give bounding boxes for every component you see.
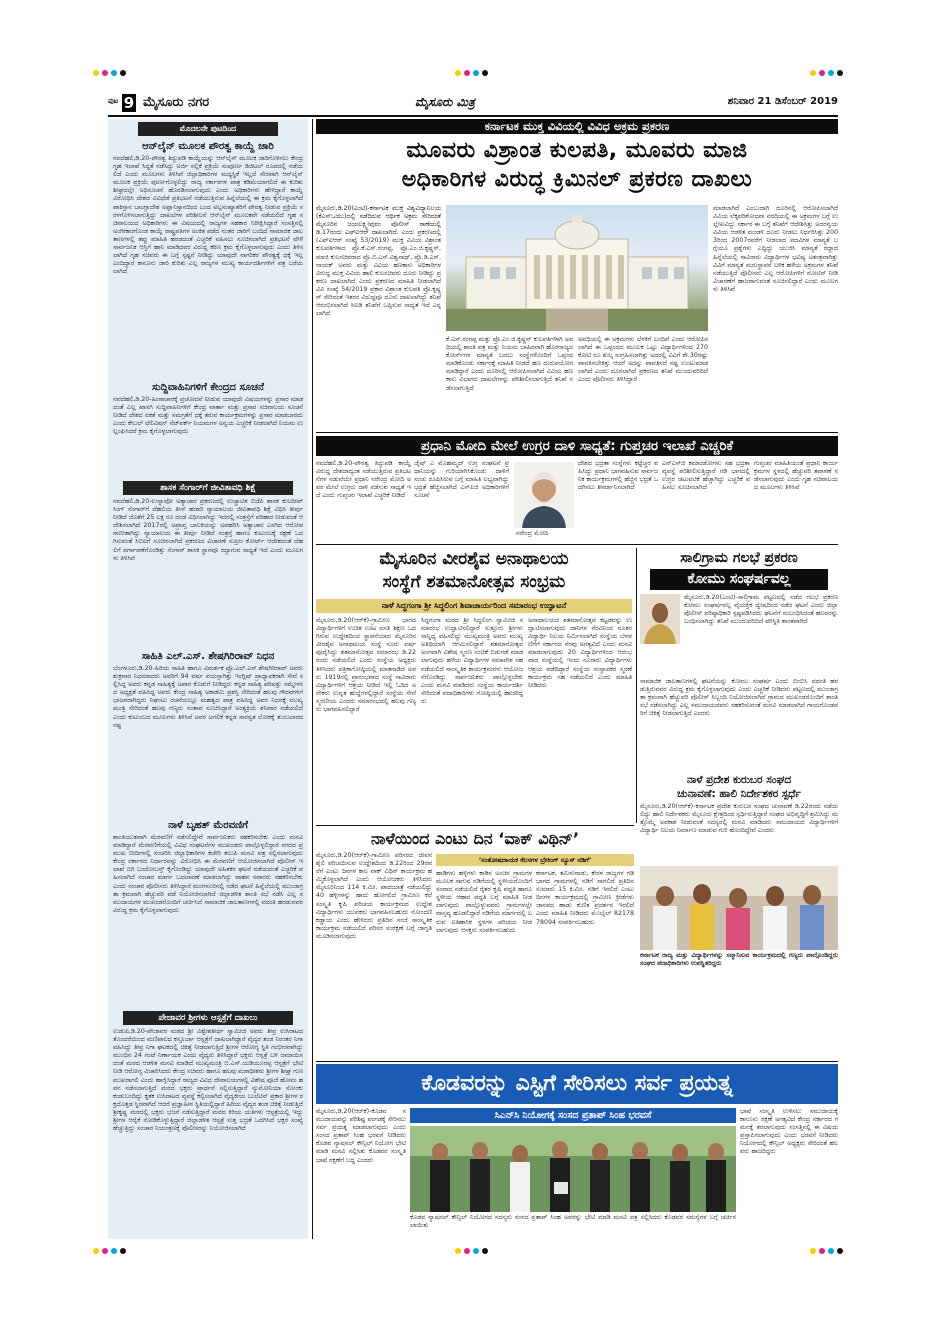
saligrama-body-2: ಸಾಮಾಜಿಕ ಜಾಲತಾಣಗಳಲ್ಲಿ ಘಟನೆಯನ್ನು ಕೋಮು ಸಂಘರ್ಷ ಎಂದು ಬಿಂಬಿಸಿ ವದಂತಿ ಹರಡುತ್ತಿರುವವರ ವಿರುದ್ಧ ಕ್ರಮ ಕೈಗೊಳ್ಳಲಾಗುವುದು ಎಂದು ಎಚ್ಚರಿಕೆ ನೀಡಿದರು ಪಟ್ಟಣದಲ್ಲಿ ಮುಂಜಾಗ್ರತಾ ಕ್ರಮವಾಗಿ ಹೆಚ್ಚುವರಿ ಪೊಲೀಸ್ ಸಿಬ್ಬಂದಿ ನಿಯೋಜಿಸಲಾಗಿದೆ ಗ್ರಾಮದ ಮುಖಂಡರೊಂದಿಗೆ ಶಾಂತಿ ಸಭೆ ನಡೆಸಲಾಗಿದ್ದು ಎಲ್ಲ ಸಮುದಾಯದವರು ಸಹಕರಿಸುವಂತೆ ಮನವಿ ಮಾಡಲಾಗಿದೆ ಗಾಯಗೊಂಡವರಿಗೆ ಚಿಕಿತ್ಸೆ ನೀಡಲಾಗುತ್ತಿದೆ ಎಂದರು: [640, 678, 838, 718]
column-divider-right: [636, 548, 637, 823]
kodava-story-col-1: ಮೈಸೂರು,ಡಿ.20(ಆರ್‌ಕೆ)-ಕೊಡವ ಸಮುದಾಯವನ್ನು ಪರಿಶಿಷ್ಟ ಪಂಗಡಕ್ಕೆ ಸೇರಿಸಲು ಸರ್ವ ಪ್ರಯತ್ನ ಮಾಡಲಾಗುವುದು ಎಂದು ಸಂಸದ ಪ್ರತಾಪ್ ಸಿಂಹ ಭರವಸೆ ನೀಡಿದರು ಕೊಡವ ನ್ಯಾಷನಲ್ ಕೌನ್ಸಿಲ್ ನಿಯೋಗ ಭೇಟಿ ಮಾಡಿ ಮನವಿ ಸಲ್ಲಿಸಿತು ಕೊಡವರ ಸಂಸ್ಕೃತಿ ಭಾಷೆ ರಕ್ಷಣೆಗೆ ಬದ್ಧ ಎಂದರು: [316, 1108, 406, 1164]
modi-story-headline: ಪ್ರಧಾನಿ ಮೋದಿ ಮೇಲೆ ಉಗ್ರರ ದಾಳಿ ಸಾಧ್ಯತೆ: ಗುಪ್ತಚರ ಇಲಾಖೆ ಎಚ್ಚರಿಕೆ: [316, 436, 838, 456]
walk-story-headline: ನಾಳೆಯಿಂದ ಎಂಟು ದಿನ ‘ವಾಕ್ ವಿಥಿನ್’: [370, 829, 580, 848]
modi-story-col-4: ಎನ್‌ಎಸ್‌ಜಿ ಕಮಾಂಡೋಗಳು ಸಹ ಭದ್ರತಾ ವ್ಯವಸ್ಥೆ ಪರಿಶೀಲಿಸುತ್ತಿದ್ದಾರೆ ಗಡಿ ಭಾಗದಲ್ಲಿ ಉಗ್ರರ ಚಟುವಟಿಕೆ ಹೆಚ್ಚಾಗಿದ್ದು ಎಚ್ಚರಿಕೆ ವಹಿಸಲು ಸೂಚಿಸಲಾಗಿದೆ: [662, 460, 750, 492]
saligrama-headline-1: ಸಾಲಿಗ್ರಾಮ ಗಲಭೆ ಪ್ರಕರಣ: [680, 550, 798, 566]
left-headline-news-channels: ಸುದ್ದಿವಾಹಿನಿಗಳಿಗೆ ಕೇಂದ್ರದ ಸೂಚನೆ: [152, 382, 264, 393]
section-rule-1: [316, 432, 838, 433]
kodava-delegation-photo: [410, 1126, 736, 1212]
masthead-rule: [108, 115, 838, 117]
left-headline-seshagirirao: ಸಾಹಿತಿ ಎಲ್.ಎಸ್. ಶೇಷಗಿರಿರಾವ್ ನಿಧನ: [141, 651, 275, 662]
issue-date: ಶನಿವಾರ 21 ಡಿಸೆಂಬರ್ 2019: [727, 96, 838, 107]
registration-dots-bottom-left: [93, 1248, 126, 1254]
left-body-4: ಬೆಂಗಳೂರು,ಡಿ.20-ಹಿರಿಯ ಸಾಹಿತಿ ಹಾಗೂ ವಿಮರ್ಶಕ ಪ್ರೊ.ಎಲ್.ಎಸ್.ಶೇಷಗಿರಿರಾವ್ ಅವರು ಶುಕ್ರವಾರ ನಿಧನರಾದರು ಅವರಿಗೆ 94 ವರ್ಷ ವಯಸ್ಸಾಗಿತ್ತು ಇಂಗ್ಲಿಷ್ ಪ್ರಾಧ್ಯಾಪಕರಾಗಿ ಸೇವೆ ಸಲ್ಲಿಸಿದ್ದ ಅವರು ಕನ್ನಡ ಸಾಹಿತ್ಯಕ್ಕೆ ಅಪಾರ ಕೊಡುಗೆ ನೀಡಿದ್ದರು ಕನ್ನಡ ಸಾಹಿತ್ಯ ಪರಿಷತ್ತು ಸಮ್ಮೇಳನದ ಅಧ್ಯಕ್ಷತೆ ವಹಿಸಿದ್ದ ಅವರು ಕೇಂದ್ರ ಸಾಹಿತ್ಯ ಅಕಾಡೆಮಿ ಪ್ರಶಸ್ತಿ ಸೇರಿದಂತೆ ಹಲವು ಗೌರವಗಳಿಗೆ ಭಾಜನರಾಗಿದ್ದರು ನಿಘಂಟು ರಚನೆಯಲ್ಲೂ ಮಹತ್ವದ ಪಾತ್ರ ವಹಿಸಿದ್ದ ಅವರ ನಿಧನಕ್ಕೆ ಮುಖ್ಯಮಂತ್ರಿ ಸೇರಿದಂತೆ ಹಲವು ಗಣ್ಯರು ಸಂತಾಪ ಸೂಚಿಸಿದ್ದಾರೆ ಅಂತ್ಯಕ್ರಿಯೆ ಶನಿವಾರ ನಡೆಯಲಿದೆ ಎಂದು ಕುಟುಂಬದ ಮೂಲಗಳು ತಿಳಿಸಿವೆ ಅವರ ಅಗಲಿಕೆ ಕನ್ನಡ ಸಾರಸ್ವತ ಲೋಕಕ್ಕೆ ತುಂಬಲಾರದ ನಷ್ಟ: [113, 665, 303, 729]
university-building-illustration: [446, 205, 708, 331]
main-story-dateline: ಮೈಸೂರು,ಡಿ.20(ಎಂಟಿ)-ಕರ್ನಾಟಕ ಮುಕ್ತ ವಿಶ್ವವಿದ್ಯಾನಿಲಯ (ಕೆಎಸ್‌ಒಯು)ದಲ್ಲಿ ನಡೆದಿರುವ ಆರ್ಥಿಕ ಅಕ್ರಮ ಸೇರಿದಂತೆ ಮೈಸೂರಿನ ಜಯಲಕ್ಷ್ಮೀಪುರಂ ಪೊಲೀಸ್ ಠಾಣೆಯಲ್ಲಿ ಡಿ.17ರಂದು ಎಫ್‌ಐಆರ್ ದಾಖಲಾಗಿದೆ.: [316, 205, 441, 237]
kuruba-group-photo: [640, 866, 838, 950]
walk-story-col-3: ಕರ್ನಾಟಕ, ತಮಿಳುನಾಡು, ಕೇರಳ ರಾಜ್ಯಗಳ ಗಡಿ ಭಾಗದ ಗ್ರಾಮಗಳಲ್ಲಿ ನಡಿಗೆ ಸಾಗಲಿದೆ ಪ್ರತಿದಿನ ಸುಮಾರು 15 ಕಿ.ಮೀ. ನಡಿಗೆ ಇರಲಿದೆ ಎಂಟು ದಿನಗಳ ಕಾರ್ಯಕ್ರಮದಲ್ಲಿ ಗ್ರಾಮೀಣ ಕ್ರೀಡೆಗಳು ಜಾನಪದ ಹಾಡು ಕುಣಿತ ಪ್ರದರ್ಶನ ಇರಲಿದೆ ಎಂದು ಮಾಹಿತಿ ನೀಡಿದರು ಮೊಬೈಲ್ 8217878094 ಸಂಪರ್ಕಿಸಬಹುದು: [536, 870, 634, 926]
left-headline-procession: ನಾಳೆ ಬೃಹತ್ ಮೆರವಣಿಗೆ: [168, 820, 248, 831]
section-rule-3: [316, 825, 634, 826]
left-headline-citizenship: ಆನ್‌ಲೈನ್ ಮೂಲಕ ಪೌರತ್ವ ಕಾಯ್ದೆ ಜಾರಿ: [142, 141, 274, 152]
main-story-column-4: ಮಾಡಲಾಗಿದೆ ಎಂಬುದಾಗಿ ದೂರಿನಲ್ಲಿ ಆರೋಪಿಸಲಾಗಿದೆ ವಿವಿಯ ಲೆಕ್ಕಪರಿಶೋಧನಾ ವರದಿಯಲ್ಲಿ ಈ ಅಕ್ರಮಗಳ ಬಗ್ಗೆ ಉಲ್ಲೇಖವಿದ್ದು ಸರ್ಕಾರ ಈ ಬಗ್ಗೆ ತನಿಖೆಗೆ ಆದೇಶಿಸಿತ್ತು ಅದರನ್ವಯ ವಿವಿಯ ಆಡಳಿತ ಮಂಡಳಿ ದೂರು ನೀಡಲು ನಿರ್ಧರಿಸಿತ್ತು 2003ರಿಂದ 2007ರವರೆಗೆ ನೀಡಲಾದ ಪದವಿಗಳ ಮಾನ್ಯತೆ ಬಗ್ಗೆಯೂ ಪ್ರಶ್ನೆಗಳು ಎದ್ದಿದ್ದು ಯುಜಿಸಿ ಮಾನ್ಯತೆ ರದ್ದಾದ ಹಿನ್ನೆಲೆಯಲ್ಲಿ ಸಾವಿರಾರು ವಿದ್ಯಾರ್ಥಿಗಳ ಭವಿಷ್ಯ ಅತಂತ್ರವಾಗಿತ್ತು ವಿವಿಗೆ ಮಾನ್ಯತೆ ಮರುಸ್ಥಾಪನೆ ಬಳಿಕ ಹಳೆಯ ಅಕ್ರಮಗಳ ತನಿಖೆ ನಡೆಯುತ್ತಿದೆ ಪೊಲೀಸರು ಎಲ್ಲ ಆರೋಪಿಗಳಿಗೆ ನೋಟಿಸ್ ನೀಡಿ ವಿಚಾರಣೆಗೆ ಹಾಜರಾಗುವಂತೆ ಸೂಚಿಸಲಿದ್ದಾರೆ ಎಂದು ಮೂಲಗಳು ತಿಳಿಸಿವೆ: [713, 205, 838, 293]
modi-story-col-5: ಗುಪ್ತಚರ ಮಾಹಿತಿಯಂತೆ ಪ್ರಧಾನಿ ಕಾರ್ಯಕ್ರಮಗಳ ಸ್ಥಳದಲ್ಲಿ ಹೆಚ್ಚುವರಿ ತಪಾಸಣೆ ನಡೆಸಲಾಗುವುದು ಎಂದು ಗೃಹ ಸಚಿವಾಲಯದ ಮೂಲಗಳು ತಿಳಿಸಿವೆ: [754, 460, 838, 492]
left-body-3: ನವದೆಹಲಿ,ಡಿ.20-ಉನ್ನಾವೋ ಅತ್ಯಾಚಾರ ಪ್ರಕರಣದಲ್ಲಿ ಉಚ್ಚಾಟಿತ ಬಿಜೆಪಿ ಶಾಸಕ ಕುಲದೀಪ್ ಸಿಂಗ್ ಸೆಂಗಾರ್‌ಗೆ ದೆಹಲಿಯ ತೀಸ್ ಹಜಾರಿ ನ್ಯಾಯಾಲಯ ಜೀವಿತಾವಧಿ ಶಿಕ್ಷೆ ವಿಧಿಸಿ ತೀರ್ಪು ನೀಡಿದೆ ಜೊತೆಗೆ 25 ಲಕ್ಷ ರೂ ದಂಡ ವಿಧಿಸಲಾಗಿದ್ದು ಇದರಲ್ಲಿ ಸಂತ್ರಸ್ತೆಗೆ ಪರಿಹಾರ ನೀಡುವಂತೆ ಆದೇಶಿಸಲಾಗಿದೆ 2017ರಲ್ಲಿ ಅಪ್ರಾಪ್ತ ಬಾಲಕಿಯನ್ನು ಅಪಹರಿಸಿ ಅತ್ಯಾಚಾರ ಎಸಗಿದ ಆರೋಪ ಸಾಬೀತಾಗಿದ್ದು ನ್ಯಾಯಾಲಯ ಈ ತೀರ್ಪು ನೀಡಿದೆ ಸಂತ್ರಸ್ತೆ ಹಾಗೂ ಕುಟುಂಬಕ್ಕೆ ರಕ್ಷಣೆ ಒದಗಿಸುವಂತೆ ಸಿಬಿಐಗೆ ಸೂಚಿಸಲಾಗಿದೆ ಪ್ರಕರಣದ ವಿಚಾರಣೆ ಸುಪ್ರೀಂ ಕೋರ್ಟ್ ಆದೇಶದಂತೆ ದೆಹಲಿಗೆ ವರ್ಗಾವಣೆಗೊಂಡಿತ್ತು ಸೆಂಗಾರ್ ಶಾಸಕ ಸ್ಥಾನವೂ ರದ್ದಾಗುವ ಸಾಧ್ಯತೆ ಇದೆ ಎಂದು ಮೂಲಗಳು ತಿಳಿಸಿವೆ: [113, 498, 303, 562]
kuruba-body: ಮೈಸೂರು,ಡಿ.20(ಆರ್‌ಕೆ)-ಕರ್ನಾಟಕ ಪ್ರದೇಶ ಕುರುಬರ ಸಂಘದ ಚುನಾವಣೆ ಡಿ.22ರಂದು ನಡೆಯಲಿದ್ದು ಹಾಲಿ ನಿರ್ದೇಶಕರು ಮೈಸೂರು ಕ್ಷೇತ್ರದಿಂದ ಸ್ಪರ್ಧಿಸುತ್ತಿದ್ದಾರೆ ಸಂಘದ ಅಭಿವೃದ್ಧಿಗೆ ಶ್ರಮಿಸಿದ್ದು ಮತ್ತೊಮ್ಮೆ ಅವಕಾಶ ನೀಡುವಂತೆ ಸದಸ್ಯರಲ್ಲಿ ಮನವಿ ಮಾಡಿದರು ಸಮುದಾಯದ ವಿದ್ಯಾರ್ಥಿಗಳಿಗೆ ವಿದ್ಯಾರ್ಥಿ ನಿಲಯ ನಿರ್ಮಾಣ ಮಾಡುವ ಗುರಿ ಹೊಂದಿದ್ದೇವೆ ಎಂದರು: [640, 803, 838, 835]
left-body-6: ಉಡುಪಿ,ಡಿ.20-ಪೇಜಾವರ ಮಠದ ಶ್ರೀ ವಿಶ್ವೇಶತೀರ್ಥ ಸ್ವಾಮೀಜಿ ಅವರು ತೀವ್ರ ಉಸಿರಾಟದ ತೊಂದರೆಯಿಂದ ಮಣಿಪಾಲದ ಕಸ್ತೂರ್ಬಾ ಆಸ್ಪತ್ರೆಗೆ ದಾಖಲಾಗಿದ್ದಾರೆ ವೈದ್ಯರ ತಂಡ ನಿರಂತರ ನಿಗಾ ವಹಿಸಿದ್ದು ತೀವ್ರ ನಿಗಾ ಘಟಕದಲ್ಲಿ ಚಿಕಿತ್ಸೆ ನೀಡಲಾಗುತ್ತಿದೆ ಶ್ರೀಗಳ ಆರೋಗ್ಯ ಸ್ಥಿತಿ ಗಂಭೀರವಾಗಿದ್ದು ಮುಂದಿನ 24 ಗಂಟೆ ನಿರ್ಣಾಯಕ ಎಂದು ವೈದ್ಯರು ತಿಳಿಸಿದ್ದಾರೆ ಭಕ್ತರು ಆಸ್ಪತ್ರೆ ಬಳಿ ಜಮಾಯಿಸದಂತೆ ಮಠದ ಆಡಳಿತ ಮನವಿ ಮಾಡಿದೆ ಮುಖ್ಯಮಂತ್ರಿ ಬಿ.ಎಸ್.ಯಡಿಯೂರಪ್ಪ ಆಸ್ಪತ್ರೆಗೆ ಭೇಟಿ ನೀಡಿ ಆರೋಗ್ಯ ವಿಚಾರಿಸಿದರು ಕೇಂದ್ರ ಸಚಿವರು ಹಾಗೂ ಹಲವು ಮಠಾಧೀಶರು ಶ್ರೀಗಳ ಶೀಘ್ರ ಗುಣಮುಖರಾಗಲಿ ಎಂದು ಹಾರೈಸಿದ್ದಾರೆ ರಾಜ್ಯದ ವಿವಿಧ ದೇವಾಲಯಗಳಲ್ಲಿ ವಿಶೇಷ ಪೂಜೆ ಹೋಮ ಹವನ ನಡೆಸಲಾಗುತ್ತಿದೆ ಮಠದ ಭಕ್ತರು ಪ್ರಾರ್ಥನೆ ಸಲ್ಲಿಸುತ್ತಿದ್ದಾರೆ ನ್ಯುಮೋನಿಯಾ ಸೋಂಕು ಕಂಡುಬಂದಿದ್ದು ಕೃತಕ ಉಸಿರಾಟದ ವ್ಯವಸ್ಥೆ ಕಲ್ಪಿಸಲಾಗಿದೆ ವೈದ್ಯಕೀಯ ಬುಲೆಟಿನ್ ಪ್ರಕಾರ ಶ್ರೀಗಳ ರಕ್ತದೊತ್ತಡ ಸ್ಥಿರವಾಗಿದೆ ಆದರೆ ಪ್ರಜ್ಞಾಹೀನ ಸ್ಥಿತಿಯಲ್ಲಿದ್ದಾರೆ ಹಿರಿಯ ವೈದ್ಯರ ತಂಡ ಚಿಕಿತ್ಸೆ ನೀಡುತ್ತಿದೆ ಶ್ರೀಕೃಷ್ಣ ಮಠದಲ್ಲಿ ಭಕ್ತರು ಭಜನೆ ನಡೆಸುತ್ತಿದ್ದಾರೆ ಮಠದ ಕಿರಿಯ ಯತಿಗಳು ಆಸ್ಪತ್ರೆಯಲ್ಲಿ ಇದ್ದು ಶ್ರೀಗಳ ಆರೈಕೆ ನೋಡಿಕೊಳ್ಳುತ್ತಿದ್ದಾರೆ ಜಿಲ್ಲಾಡಳಿತ ಆಸ್ಪತ್ರೆ ಸುತ್ತ ಭದ್ರತೆ ಒದಗಿಸಿದೆ ಭಕ್ತರ ಸಂಖ್ಯೆ ಹೆಚ್ಚುತ್ತಿದ್ದು ಸಂಚಾರ ನಿಯಂತ್ರಣಕ್ಕೆ ಪೊಲೀಸರನ್ನು ನಿಯೋಜಿಸಲಾಗಿದೆ: [113, 1028, 303, 1133]
saligrama-body-1: ಮೈಸೂರು,ಡಿ.20(ಎಂಟಿ)-ಸಾಲಿಗ್ರಾಮ ಪಟ್ಟಣದಲ್ಲಿ ನಡೆದ ಗಲಭೆ ಪ್ರಕರಣ ಕೋಮು ಸಂಘರ್ಷವಲ್ಲ ವೈಯಕ್ತಿಕ ದ್ವೇಷದಿಂದ ನಡೆದ ಘಟನೆ ಎಂದು ಜಿಲ್ಲಾ ಪೊಲೀಸ್ ವರಿಷ್ಠಾಧಿಕಾರಿ ಸ್ಪಷ್ಟಪಡಿಸಿದರು ಘಟನೆಗೆ ಸಂಬಂಧಿಸಿದಂತೆ ಹಲವರನ್ನು ಬಂಧಿಸಲಾಗಿದ್ದು ತನಿಖೆ ಮುಂದುವರಿದಿದೆ ಪರಿಸ್ಥಿತಿ ಶಾಂತವಾಗಿದೆ: [684, 594, 838, 626]
mutt-story-strap: ನಾಳೆ ಸಿದ್ಧಗಂಗಾ ಶ್ರೀ ಸಿದ್ಧಲಿಂಗ ಶಿವಾಚಾರ್ಯರಿಂದ ಸಮಾರಂಭ ಉದ್ಘಾಟನೆ: [316, 599, 632, 613]
kuruba-headline-1: ನಾಳೆ ಪ್ರದೇಶ ಕುರುಬರ ಸಂಘದ: [686, 774, 792, 786]
left-headline-sengar: ಶಾಸಕ ಸೆಂಗಾರ್‌ಗೆ ಜೀವಿತಾವಧಿ ಶಿಕ್ಷೆ: [123, 481, 293, 495]
kodava-photo-caption: ಕೊಡವ ನ್ಯಾಷನಲ್ ಕೌನ್ಸಿಲ್ ನಿಯೋಗದ ಸದಸ್ಯರು ಸಂಸದ ಪ್ರತಾಪ್ ಸಿಂಹ ಅವರನ್ನು ಭೇಟಿ ಮಾಡಿ ಮನವಿ ಪತ್ರ ಸಲ್ಲಿಸಿದರು ಕೊಡವರ ಸಮಸ್ಯೆಗಳ ಬಗ್ಗೆ ಚರ್ಚಿಸಲಾಯಿತು: [410, 1214, 736, 1230]
kodava-story-subhead: ಸಿಎನ್‌ಸಿ ನಿಯೋಗಕ್ಕೆ ಸಂಸದ ಪ್ರತಾಪ್ ಸಿಂಹ ಭರವಸೆ: [410, 1108, 736, 1123]
modi-story-col-2: ಜೈಷ್ ಎ ಮೊಹಮ್ಮದ್ ಉಗ್ರ ಸಂಘಟನೆ ಪ್ರಧಾನಿಯನ್ನು ಗುರಿಯಾಗಿಸಿಕೊಂಡು ದಾಳಿಗೆ ಸಂಚು ರೂಪಿಸಿರುವ ಬಗ್ಗೆ ಮಾಹಿತಿ ಲಭ್ಯವಾಗಿದ್ದು ಭದ್ರತೆ ಹೆಚ್ಚಿಸಲಾಗಿದೆ ಎಸ್‌ಪಿಜಿ ಅಧಿಕಾರಿಗಳಿಗೆ ಸೂಚನೆ: [414, 460, 509, 500]
kuruba-headline-2: ಚುನಾವಣೆ: ಹಾಲಿ ನಿರ್ದೇಶಕರ ಸ್ಪರ್ಧೆ: [677, 788, 801, 800]
walk-story-tag: ‘ಸಂತೋಷದಾಯಕ ಕೆಲಸಗಳ ಬ್ರೇಕಿಂಗ್ ನ್ಯೂಸ್ ನಡಿಗೆ’: [436, 854, 634, 866]
mutt-story-headline-1: ಮೈಸೂರಿನ ವೀರಶೈವ ಅನಾಥಾಲಯ: [379, 549, 569, 569]
main-story-column-3: ಅವಧಿಯಲ್ಲಿ ಈ ಅಕ್ರಮಗಳು ಬೆಳಕಿಗೆ ಬಂದಿವೆ ಎಂದು ಆರೋಪಿಸಲಾಗಿದೆ ಈ ಒಪ್ಪಂದದ ಮೂಲಕ ಒಟ್ಟು ವಿದ್ಯಾರ್ಥಿಗಳಿಂದ 270 ಕೋಟಿ ರೂ ಶುಲ್ಕ ಸಂಗ್ರಹಿಸಲಾಗಿತ್ತು ಅದರಲ್ಲಿ ವಿವಿಗೆ ಶೇ.30ರಷ್ಟು ಪಾವತಿಸಬೇಕಿತ್ತು ಆದರೆ ಅದನ್ನು ಪಾವತಿಸದೆ ನಷ್ಟ ಉಂಟುಮಾಡಲಾಗಿದೆ ಎಂದು ದೂರಲಾಗಿದೆ ಪ್ರಕರಣದ ತನಿಖೆ ಮುಂದುವರಿದಿದೆ ಎಂದು ಪೊಲೀಸರು ತಿಳಿಸಿದ್ದಾರೆ: [578, 336, 708, 384]
section-title: ಮೈಸೂರು ನಗರ: [143, 95, 210, 110]
main-story-column-1: [316, 205, 441, 429]
modi-story-col-3: ದೇಶದ ಭದ್ರತಾ ಸಂಸ್ಥೆಗಳು ಕಟ್ಟೆಚ್ಚರ ವಹಿಸಿದ್ದು ಪ್ರಧಾನಿ ಭಾಗವಹಿಸುವ ಸಾರ್ವಜನಿಕ ಕಾರ್ಯಕ್ರಮಗಳಲ್ಲಿ ಹೆಚ್ಚಿನ ಭದ್ರತೆ ಒದಗಿಸಲು ತೀರ್ಮಾನಿಸಲಾಗಿದೆ: [578, 460, 658, 492]
left-column-briefs: [108, 119, 308, 1239]
continued-label: ಮೊದಲನೇ ಪುಟದಿಂದ: [138, 122, 278, 136]
registration-dots-top-left: [93, 70, 126, 76]
registration-dots-top-center: [455, 70, 488, 76]
modi-portrait-photo: [514, 462, 574, 528]
page-label: ಪುಟ: [108, 97, 119, 105]
mutt-story-headline-2: ಸಂಸ್ಥೆಗೆ ಶತಮಾನೋತ್ಸವ ಸಂಭ್ರಮ: [382, 572, 566, 592]
main-story-column-2: ಕೆ.ಎಸ್.ರಂಗಪ್ಪ ಮತ್ತು ಪ್ರೊ.ಎಂ.ಜಿ.ಕೃಷ್ಣನ್ ಕುಲಪತಿಗಳಾಗಿ ಅವಧಿಯಲ್ಲಿ ಶಾಂತಿ ಪತ್ರ ಮತ್ತು ನಿಯಮ ಬಾಹಿರವಾಗಿ ಹೊರರಾಜ್ಯದ ಕೋರ್ಸ್‌ಗಳ ಮಾನ್ಯತೆ ಬದಲು ಸಂಸ್ಥೆಗಳೊಂದಿಗೆ ಒಪ್ಪಂದ ಮಾಡಿಕೊಂಡು ಸರ್ಕಾರಕ್ಕೆ ಮಾಹಿತಿ ನೀಡದೆ ಹಣ ದುರುಪಯೋಗ ಮಾಡಿದ್ದಾರೆ ಎಂದು ದೂರಿನಲ್ಲಿ ಆರೋಪಿಸಲಾಗಿದೆ ವಿವಿಯ ಹಣಕಾಸು ವಿಭಾಗದ ದಾಖಲೆಗಳನ್ನು ಪರಿಶೀಲಿಸಲಾಗುತ್ತಿದೆ ತನಿಖೆ ನಡೆಸಲಾಗುತ್ತಿದೆ: [446, 336, 573, 392]
left-headline-pejawar: ಪೇಜಾವರ ಶ್ರೀಗಳು ಆಸ್ಪತ್ರೆಗೆ ದಾಖಲು: [123, 1011, 293, 1025]
page-number: 9: [123, 94, 135, 112]
speaker-illustration: [640, 594, 680, 644]
registration-dots-bottom-right: [810, 1248, 843, 1254]
delegation-photo-illustration: [410, 1126, 736, 1212]
walk-story-col-2: ಹಾಡಿಗಳು ಹಳ್ಳಿಗಳು ಕಾಡಿನ ಅಂಚಿನ ಗ್ರಾಮಗಳ ಮೂಲಕ ಸಾಗುವ ನಡಿಗೆಯಲ್ಲಿ ಸ್ಥಳೀಯರೊಂದಿಗೆ ಸಂವಾದ ನಡೆಯಲಿದೆ ರೈತರ ಕೃಷಿ ಪದ್ಧತಿ ಹಾಗೂ ಸ್ಥಳೀಯ ಆಹಾರ ಪದ್ಧತಿ ಬಗ್ಗೆ ಮಾಹಿತಿ ನೀಡಲಾಗುವುದು ಪಾಲ್ಗೊಳ್ಳುವವರು ಗ್ರಾಮಗಳಲ್ಲೇ ವಾಸ್ತವ್ಯ ಹೂಡಲಿದ್ದಾರೆ ನಡಿಗೆಯ ಮಾರ್ಗದಲ್ಲಿ ಬರುವ ಐತಿಹಾಸಿಕ ಸ್ಥಳಗಳ ಪರಿಚಯ ನೀಡಲಾಗುವುದು ಆಸಕ್ತರು ಸಂಪರ್ಕಿಸಬಹುದು: [436, 870, 532, 934]
main-story-headline-2: ಅಧಿಕಾರಿಗಳ ವಿರುದ್ಧ ಕ್ರಿಮಿನಲ್ ಪ್ರಕರಣ ದಾಖಲು: [401, 167, 753, 192]
saligrama-headline-2: ಕೋಮು ಸಂಘರ್ಷವಲ್ಲ: [650, 569, 828, 590]
kodava-story-headline: ಕೊಡವರನ್ನು ಎಸ್ಟಿಗೆ ಸೇರಿಸಲು ಸರ್ವ ಪ್ರಯತ್ನ: [316, 1064, 838, 1104]
column-divider: [312, 119, 313, 1239]
left-body-1: ನವದೆಹಲಿ,ಡಿ.20-ಪೌರತ್ವ ತಿದ್ದುಪಡಿ ಕಾಯ್ದೆಯನ್ನು ಆನ್‌ಲೈನ್ ಮೂಲಕ ಜಾರಿಗೊಳಿಸಲು ಕೇಂದ್ರ ಗೃಹ ಇಲಾಖೆ ಸಿದ್ಧತೆ ನಡೆಸಿದ್ದು ಅರ್ಜಿ ಸಲ್ಲಿಕೆ ಪ್ರಕ್ರಿಯೆ ಸಂಪೂರ್ಣ ಡಿಜಿಟಲ್ ರೂಪದಲ್ಲಿ ನಡೆಯಲಿದೆ ಎಂದು ಮೂಲಗಳು ತಿಳಿಸಿವೆ ಜಿಲ್ಲಾಧಿಕಾರಿಗಳ ಮಧ್ಯಸ್ಥಿಕೆ ಇಲ್ಲದೆ ನೇರವಾಗಿ ಆನ್‌ಲೈನ್ ಮೂಲಕ ಪ್ರಕ್ರಿಯೆ ಪೂರ್ಣಗೊಳ್ಳಲಿದ್ದು ರಾಜ್ಯ ಸರ್ಕಾರಗಳ ಪಾತ್ರ ಕಡಿಮೆಯಾಗಲಿದೆ ಈ ಕುರಿತು ಶೀಘ್ರದಲ್ಲೇ ಅಧಿಸೂಚನೆ ಹೊರಡಿಸಲಾಗುವುದು ಎಂದು ಅಧಿಕಾರಿಗಳು ಹೇಳಿದ್ದಾರೆ ಕಾಯ್ದೆ ವಿರೋಧಿಸಿ ದೇಶದ ವಿವಿಧೆಡೆ ಪ್ರತಿಭಟನೆ ನಡೆಯುತ್ತಿರುವ ಹಿನ್ನೆಲೆಯಲ್ಲಿ ಈ ಕ್ರಮ ಕೈಗೊಳ್ಳಲಾಗಿದೆ ಪಾಕಿಸ್ತಾನ ಬಾಂಗ್ಲಾದೇಶ ಅಫ್ಘಾನಿಸ್ತಾನದಿಂದ ಬಂದ ಅಲ್ಪಸಂಖ್ಯಾತರಿಗೆ ಪೌರತ್ವ ನೀಡುವ ಪ್ರಕ್ರಿಯೆ ಸರಳಗೊಳಿಸಲಾಗುತ್ತಿದ್ದು ದಾಖಲೆಗಳ ಪರಿಶೀಲನೆ ಆನ್‌ಲೈನ್ ಮೂಲಕವೇ ನಡೆಯಲಿದೆ ಗೃಹ ಸಚಿವಾಲಯದ ಅಧಿಕಾರಿಗಳು ಈ ವಿಷಯದಲ್ಲಿ ರಾಜ್ಯಗಳ ಸಹಕಾರ ನಿರೀಕ್ಷಿಸಿದ್ದಾರೆ ಸಂಸತ್ತಿನಲ್ಲಿ ಅಂಗೀಕಾರಗೊಂಡ ಕಾಯ್ದೆ ರಾಷ್ಟ್ರಪತಿಗಳ ಅಂಕಿತ ಪಡೆದ ನಂತರ ಜಾರಿಗೆ ಬಂದಿದೆ ಸಾಮಾಜಿಕ ಜಾಲತಾಣಗಳಲ್ಲಿ ತಪ್ಪು ಮಾಹಿತಿ ಹರಡದಂತೆ ಎಚ್ಚರಿಕೆ ವಹಿಸಲು ಸೂಚಿಸಲಾಗಿದೆ ಪ್ರತಿಭಟನೆ ವೇಳೆ ಸಾರ್ವಜನಿಕ ಆಸ್ತಿಗೆ ಹಾನಿ ಮಾಡಿದವರ ವಿರುದ್ಧ ಕಠಿಣ ಕ್ರಮ ಕೈಗೊಳ್ಳಲಾಗುವುದು ಎಂದು ತಿಳಿಸಲಾಗಿದೆ ಗೃಹ ಸಚಿವರು ಈ ಬಗ್ಗೆ ಸ್ಪಷ್ಟನೆ ನೀಡಿದ್ದು ಯಾವುದೇ ನಾಗರಿಕರ ಪೌರತ್ವಕ್ಕೆ ಧಕ್ಕೆ ಇಲ್ಲ ಎಂದಿದ್ದಾರೆ ಕಾನೂನು ಜಾರಿ ಕುರಿತು ಎಲ್ಲ ರಾಜ್ಯಗಳ ಮುಖ್ಯ ಕಾರ್ಯದರ್ಶಿಗಳಿಗೆ ಪತ್ರ ಬರೆಯಲಾಗಿದೆ: [113, 155, 303, 276]
modi-story-col-1: ನವದೆಹಲಿ,ಡಿ.20-ಪೌರತ್ವ ತಿದ್ದುಪಡಿ ಕಾಯ್ದೆ ವಿರುದ್ಧ ದೇಶದಾದ್ಯಂತ ನಡೆಯುತ್ತಿರುವ ಪ್ರತಿಭಟನೆಗಳ ನಡುವೆಯೇ ಪ್ರಧಾನಿ ನರೇಂದ್ರ ಮೋದಿ ಅವರ ಮೇಲೆ ಉಗ್ರರು ದಾಳಿ ನಡೆಸುವ ಸಾಧ್ಯತೆ ಇದೆ ಎಂದು ಗುಪ್ತಚರ ಇಲಾಖೆ ಎಚ್ಚರಿಕೆ ನೀಡಿದೆ: [316, 460, 411, 500]
main-story-headline-1: ಮೂವರು ವಿಶ್ರಾಂತ ಕುಲಪತಿ, ಮೂವರು ಮಾಜಿ: [406, 138, 748, 163]
masthead: [108, 94, 838, 114]
paper-name: ಮೈಸೂರು ಮಿತ್ರ: [415, 95, 475, 109]
registration-dots-top-right: [810, 70, 843, 76]
group-photo-illustration: [640, 866, 838, 950]
section-rule-4: [316, 1061, 838, 1062]
main-story-kicker: ಕರ್ನಾಟಕ ಮುಕ್ತ ವಿವಿಯಲ್ಲಿ ವಿವಿಧ ಅಕ್ರಮ ಪ್ರಕರಣ: [316, 119, 838, 134]
left-body-2: ನವದೆಹಲಿ,ಡಿ.20-ಹಿಂಸಾಚಾರಕ್ಕೆ ಪ್ರಚೋದನೆ ನೀಡುವ ಯಾವುದೇ ವಿಷಯಗಳನ್ನು ಪ್ರಸಾರ ಮಾಡದಂತೆ ಎಲ್ಲ ಖಾಸಗಿ ಸುದ್ದಿವಾಹಿನಿಗಳಿಗೆ ಕೇಂದ್ರ ವಾರ್ತಾ ಮತ್ತು ಪ್ರಸಾರ ಸಚಿವಾಲಯ ಸೂಚನೆ ನೀಡಿದೆ ದೇಶದ ಏಕತೆ ಮತ್ತು ಸಮಗ್ರತೆಗೆ ಧಕ್ಕೆ ತರುವ ಕಾರ್ಯಕ್ರಮಗಳನ್ನು ಪ್ರಸಾರ ಮಾಡಬಾರದು ಎಂದು ಕೇಬಲ್ ಟೆಲಿವಿಷನ್ ನೆಟ್‌ವರ್ಕ್ ನಿಯಮಗಳ ಅನ್ವಯ ಎಚ್ಚರಿಕೆ ನೀಡಲಾಗಿದೆ ನಿಯಮ ಉಲ್ಲಂಘಿಸಿದರೆ ಕ್ರಮ ಕೈಗೊಳ್ಳಲಾಗುವುದು: [113, 396, 303, 436]
portrait-illustration: [514, 462, 574, 528]
saligrama-speaker-photo: [640, 594, 680, 644]
mutt-story-col-1: ಮೈಸೂರು,ಡಿ.20(ಆರ್‌ಕೆ)-ಗ್ರಾಮೀಣ ಭಾಗದ ವಿದ್ಯಾರ್ಥಿಗಳಿಗೆ ಉಚಿತ ಊಟ ವಸತಿ ಶಿಕ್ಷಣ ಒದಗಿಸುವ ಉದ್ದೇಶದಿಂದ ಸ್ಥಾಪನೆಯಾದ ಮೈಸೂರಿನ ವೀರಶೈವ ಅನಾಥಾಲಯ ಸಂಸ್ಥೆ ನೂರು ವರ್ಷ ಪೂರೈಸಿದ್ದು ಶತಮಾನೋತ್ಸವ ಸಮಾರಂಭ ಡಿ.22ರಂದು ನಡೆಯಲಿದೆ ಎಂದು ಸಂಸ್ಥೆಯ ಅಧ್ಯಕ್ಷರು ತಿಳಿಸಿದರು ಪತ್ರಿಕಾಗೋಷ್ಠಿಯಲ್ಲಿ ಮಾತನಾಡಿದ ಅವರು 1919ರಲ್ಲಿ ಪ್ರಾರಂಭವಾದ ಸಂಸ್ಥೆ ಸಾವಿರಾರು ವಿದ್ಯಾರ್ಥಿಗಳಿಗೆ ಆಶ್ರಯ ನೀಡಿದೆ ಇಲ್ಲಿ ಓದಿದ ಅನೇಕರು ಉನ್ನತ ಹುದ್ದೆಗಳಲ್ಲಿದ್ದಾರೆ ಸಂಸ್ಥೆಯ ಸೇವೆ ಸ್ಮರಣೀಯ ಎಂದರು ಸಮಾರಂಭದಲ್ಲಿ ಹಲವು ಗಣ್ಯರು ಭಾಗವಹಿಸಲಿದ್ದಾರೆ: [316, 617, 416, 714]
mutt-story-col-2: ಸಿದ್ಧಗಂಗಾ ಮಠದ ಶ್ರೀ ಸಿದ್ಧಲಿಂಗ ಸ್ವಾಮೀಜಿ ಸಮಾರಂಭ ಉದ್ಘಾಟಿಸಲಿದ್ದಾರೆ ಸುತ್ತೂರು ಶ್ರೀಗಳು ಸಾನ್ನಿಧ್ಯ ವಹಿಸಲಿದ್ದು ಮುಖ್ಯಮಂತ್ರಿ ಅವರು ಮುಖ್ಯ ಅತಿಥಿಯಾಗಿ ಆಗಮಿಸಲಿದ್ದಾರೆ ಶತಮಾನೋತ್ಸವ ಅಂಗವಾಗಿ ವಿಶೇಷ ಸ್ಮರಣ ಸಂಚಿಕೆ ಬಿಡುಗಡೆ ಮಾಡಲಾಗುವುದು ಹಳೆಯ ವಿದ್ಯಾರ್ಥಿಗಳ ಸಮಾವೇಶ ಸಹ ನಡೆಯಲಿದೆ ಸಾಂಸ್ಕೃತಿಕ ಕಾರ್ಯಕ್ರಮಗಳು ಆಯೋಜನೆಗೊಂಡಿದ್ದು ಸಾರ್ವಜನಿಕರು ಪಾಲ್ಗೊಳ್ಳಬೇಕು ಎಂದು ಮನವಿ ಮಾಡಿದರು ಸಂಸ್ಥೆಯ ಕಾರ್ಯದರ್ಶಿ ಸೇರಿದಂತೆ ಪದಾಧಿಕಾರಿಗಳು ಗೋಷ್ಠಿಯಲ್ಲಿ ಹಾಜರಿದ್ದರು: [421, 617, 523, 705]
main-story-body-1: ಎಂದು ಪ್ರಕರಣದಲ್ಲಿ (ಎಫ್‌ಐಆರ್ ಸಂಖ್ಯೆ 53/2019) ಮುಕ್ತ ವಿವಿಯ ವಿಶ್ರಾಂತ ಕುಲಪತಿಗಳಾದ ಪ್ರೊ.ಕೆ.ಎಸ್.ರಂಗಪ್ಪ, ಪ್ರೊ.ಎಂ.ಜಿ.ಕೃಷ್ಣನ್, ಮಾಜಿ ಕುಲಸಚಿವರಾದ ಪ್ರೊ.ಬಿ.ಎಸ್.ವಿಶ್ವನಾಥ್, ಪ್ರೊ.ಡಿ.ಎಸ್.ನಾಯಕ್ ಅವರು ಮತ್ತು ವಿವಿಯ ಹಣಕಾಸು ಅಧಿಕಾರಿಗಳ ವಿರುದ್ಧ ಮುಕ್ತ ವಿವಿಯ ಹಾಲಿ ಕುಲಸಚಿವರು ದೂರು ನೀಡಿದ್ದು ಪ್ರಕರಣ ದಾಖಲಾಗಿದೆ ಎಂದು ಪ್ರಕರಣದ ಮಾಹಿತಿ ನೀಡಲಾಗಿದೆ ವಿವಿ ಸಂಖ್ಯೆ 54/2019 ಪ್ರಕಾರ ವಿಶ್ರಾಂತ ಕುಲಪತಿ ಪ್ರೊ.ಕೃಷ್ಣನ್ ಸೇರಿದಂತೆ ಇತರರ ವಿರುದ್ಧವೂ ದೂರು ದಾಖಲಾಗಿದ್ದು ತನಿಖೆ ಆರಂಭಿಸಲಾಗಿದೆ ಸಿಐಡಿ ತನಿಖೆಗೆ ಒಪ್ಪಿಸುವ ಸಾಧ್ಯತೆ ಇದೆ ಎನ್ನಲಾಗಿದೆ: [316, 229, 441, 318]
modi-story-caption: ನರೇಂದ್ರ ಮೋದಿ: [516, 530, 549, 537]
registration-dots-bottom-center: [455, 1248, 488, 1254]
left-body-5: ಶಾಂತಿಯುತವಾಗಿ ಮೆರವಣಿಗೆ ನಡೆಸಲಿದ್ದೇವೆ ಸಾರ್ವಜನಿಕರು ಸಹಕರಿಸಬೇಕು ಎಂದು ಮನವಿ ಮಾಡಿದ್ದಾರೆ ಮೆರವಣಿಗೆಯಲ್ಲಿ ವಿವಿಧ ಸಂಘಟನೆಗಳ ಮುಖಂಡರು ಪಾಲ್ಗೊಳ್ಳಲಿದ್ದಾರೆ ನಗರದ ಪ್ರಮುಖ ಬೀದಿಗಳಲ್ಲಿ ಸಂಚರಿಸಿ ಜಿಲ್ಲಾಧಿಕಾರಿಗಳ ಕಚೇರಿ ತಲುಪಿ ಮನವಿ ಪತ್ರ ಸಲ್ಲಿಸಲಾಗುವುದು ಕೇಂದ್ರ ಸರ್ಕಾರದ ನಿರ್ಧಾರವನ್ನು ವಿರೋಧಿಸಿ ಈ ಮೆರವಣಿಗೆ ಆಯೋಜಿಸಲಾಗಿದೆ ಪೊಲೀಸ್ ಇಲಾಖೆ ಬಿಗಿ ಬಂದೋಬಸ್ತ್ ಕೈಗೊಂಡಿದ್ದು ಯಾವುದೇ ಅಹಿತಕರ ಘಟನೆ ನಡೆಯದಂತೆ ಎಚ್ಚರಿಕೆ ವಹಿಸಲಾಗಿದೆ ಸಂಚಾರ ಮಾರ್ಗ ಬದಲಾವಣೆ ಮಾಡಲಾಗಿದ್ದು ವಾಹನ ಸವಾರರು ಸಹಕರಿಸಬೇಕು ಎಂದು ಸಂಚಾರ ಪೊಲೀಸರು ತಿಳಿಸಿದ್ದಾರೆ ಮಂಗಳೂರಿನಲ್ಲಿ ನಡೆದ ಘಟನೆ ಹಿನ್ನೆಲೆಯಲ್ಲಿ ಮುಂಜಾಗ್ರತಾ ಕ್ರಮವಾಗಿ ಹೆಚ್ಚುವರಿ ಪಡೆ ನಿಯೋಜಿಸಲಾಗಿದೆ ಜಿಲ್ಲಾಡಳಿತ ಶಾಂತಿ ಸಭೆ ನಡೆಸಿ ಎಲ್ಲ ಸಮುದಾಯಗಳ ಮುಖಂಡರೊಂದಿಗೆ ಚರ್ಚಿಸಿದೆ ಸಾಮಾಜಿಕ ಜಾಲತಾಣಗಳಲ್ಲಿ ವದಂತಿ ಹರಡುವವರ ವಿರುದ್ಧ ಕ್ರಮ ಕೈಗೊಳ್ಳಲಾಗುವುದು: [113, 834, 303, 914]
walk-story-col-1: ಮೈಸೂರು,ಡಿ.20(ಆರ್‌ಕೆ)-ಗ್ರಾಮೀಣ ಪರಿಸರದ ಜೀವನ ಶೈಲಿ ಪರಿಚಯಿಸುವ ಉದ್ದೇಶದಿಂದ ಡಿ.22ರಿಂದ 29ರವರೆಗೆ ಎಂಟು ದಿನಗಳ ಕಾಲ ವಾಕ್ ವಿಥಿನ್ ಕಾರ್ಯಕ್ರಮ ಹಮ್ಮಿಕೊಳ್ಳಲಾಗಿದೆ ಎಂದು ಆಯೋಜಕರು ತಿಳಿಸಿದರು ಮೈಸೂರಿನಿಂದ 114 ಕಿ.ಮೀ. ಪಾದಯಾತ್ರೆ ನಡೆಯಲಿದ್ದು 40 ಹಳ್ಳಿಗಳನ್ನು ಹಾದು ಹೋಗಲಿದೆ ಗ್ರಾಮೀಣ ಕಲೆ ಸಂಸ್ಕೃತಿ ಕೃಷಿ ಪರಿಚಯ ಕಾರ್ಯಕ್ರಮದ ಉದ್ದೇಶ ವಿದ್ಯಾರ್ಥಿಗಳು ಯುವಕರು ಭಾಗವಹಿಸಬಹುದು ನೋಂದಣಿ ಕಡ್ಡಾಯ ಎಂದು ಹೇಳಿದರು ಪ್ರತಿದಿನ ಸಂಜೆ ಸಾಂಸ್ಕೃತಿಕ ಕಾರ್ಯಕ್ರಮ ನಡೆಯಲಿದೆ ಪರಿಸರ ಸಂರಕ್ಷಣೆ ಬಗ್ಗೆ ಜಾಗೃತಿ ಮೂಡಿಸಲಾಗುವುದು: [316, 852, 432, 940]
university-building-photo: [446, 205, 708, 331]
mutt-story-col-3: ಅನಾಥಾಲಯದ ಶತಮಾನೋತ್ಸವ ಕಟ್ಟಡವನ್ನು ಉದ್ಘಾಟಿಸಲಾಗುವುದು ದಾನಿಗಳ ನೆರವಿನಿಂದ ನೂತನ ವಿದ್ಯಾರ್ಥಿ ನಿಲಯ ನಿರ್ಮಿಸಲಾಗಿದೆ ಸಂಸ್ಥೆಯ ಬೆಳವಣಿಗೆಗೆ ಸರ್ಕಾರದ ನೆರವು ಅಗತ್ಯವಿದೆ ಎಂದು ಮನವಿ ಮಾಡಲಾಗುವುದು 20 ವಿದ್ಯಾರ್ಥಿಗಳಿಂದ ಆರಂಭವಾದ ಸಂಸ್ಥೆಯಲ್ಲಿ ಇಂದು ನೂರಾರು ವಿದ್ಯಾರ್ಥಿಗಳು ಆಶ್ರಯ ಪಡೆದಿದ್ದಾರೆ ಸಂಸ್ಥೆಯ ಸಂಸ್ಥಾಪಕರ ಸ್ಮರಣೆ ಕಾರ್ಯಕ್ರಮ ಸಹ ನಡೆಯಲಿದೆ ಎಂದು ಮಾಹಿತಿ ನೀಡಿದರು: [528, 617, 632, 689]
kodava-story-col-3: ಭಾಷೆ ಸಂಸ್ಕೃತಿ ಉಳಿಸಲು ಸಮುದಾಯಕ್ಕೆ ಕಾನೂನು ರಕ್ಷಣೆ ಅಗತ್ಯವಿದೆ ಕೇಂದ್ರ ಸರ್ಕಾರದ ಗಮನಕ್ಕೆ ತರಲಾಗುವುದು ಸಂಸತ್ತಿನಲ್ಲಿ ಈ ವಿಷಯ ಪ್ರಸ್ತಾಪಿಸಲಾಗುವುದು ಎಂದು ಭರವಸೆ ನೀಡಿದರು ನಿಯೋಗದಲ್ಲಿ ಕೌನ್ಸಿಲ್ ಅಧ್ಯಕ್ಷರು ಸೇರಿದಂತೆ ಹಲವರು ಹಾಜರಿದ್ದರು: [740, 1108, 838, 1156]
section-rule-2: [316, 544, 838, 545]
kuruba-photo-caption: ಕರ್ನಾಟಕ ರಾಜ್ಯ ಮತ್ತು ವಿದ್ಯಾರ್ಥಿಗಳನ್ನು ಸನ್ಮಾನಿಸುವ ಕಾರ್ಯಕ್ರಮದಲ್ಲಿ ಗಣ್ಯರು ಪಾಲ್ಗೊಂಡಿದ್ದರು ಸಂಘದ ಪದಾಧಿಕಾರಿಗಳು ಉಪಸ್ಥಿತರಿದ್ದರು: [640, 952, 838, 968]
